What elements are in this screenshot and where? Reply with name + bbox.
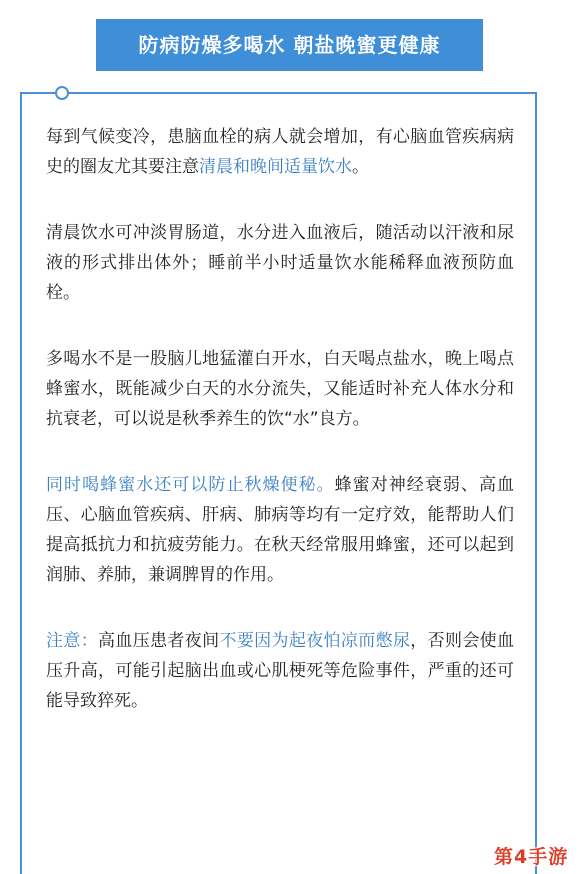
title-banner-text: 防病防燥多喝水 朝盐晚蜜更健康 [138,33,441,57]
paragraph-1-highlight: 清晨和晚间适量饮水 [199,157,352,177]
frame-circle-ornament [55,86,69,100]
title-banner [96,19,483,71]
paragraph-3 [46,344,514,434]
frame-left-line [20,92,22,874]
site-watermark-logo [494,842,568,869]
notice-label: 注意： [46,631,99,651]
frame-top-line [20,92,537,94]
paragraph-5-highlight: 不要因为起夜怕凉而憋尿 [219,631,411,651]
paragraph-5 [46,626,514,716]
paragraph-2-text: 清晨饮水可冲淡胃肠道，水分进入血液后，随活动以汗液和尿液的形式排出体外；睡前半小时适量饮水能稀释血液预防血栓。 [46,223,514,303]
paragraph-4 [46,470,514,590]
watermark-text: 第4手游 [494,846,569,868]
paragraph-5-text-a: 高血压患者夜间 [98,631,220,651]
paragraph-1-text: 每到气候变冷，患脑血栓的病人就会增加，有心脑血管疾病病史的圈友尤其要注意 [46,127,514,177]
article-body [46,122,514,752]
paragraph-3-text: 多喝水不是一股脑儿地猛灌白开水，白天喝点盐水，晚上喝点蜂蜜水，既能减少白天的水分流失，又能适时补充人体水分和抗衰老，可以说是秋季养生的饮“水”良方。 [46,349,514,429]
paragraph-4-highlight: 同时喝蜂蜜水还可以防止秋燥便秘。 [46,475,335,495]
paragraph-1 [46,122,514,182]
frame-right-line [535,92,537,874]
paragraph-1-end: 。 [352,157,369,177]
paragraph-2 [46,218,514,308]
paragraph-5-text-b: ，否则会使血压升高，可能引起脑出血或心肌梗死等危险事件，严重的还可能导致猝死。 [46,631,515,711]
paragraph-4-text: 蜂蜜对神经衰弱、高血压、心脑血管疾病、肝病、肺病等均有一定疗效，能帮助人们提高抵抗力和抗疲劳能力。在秋天经常服用蜂蜜，还可以起到润肺、养肺，兼调脾胃的作用。 [46,475,515,585]
